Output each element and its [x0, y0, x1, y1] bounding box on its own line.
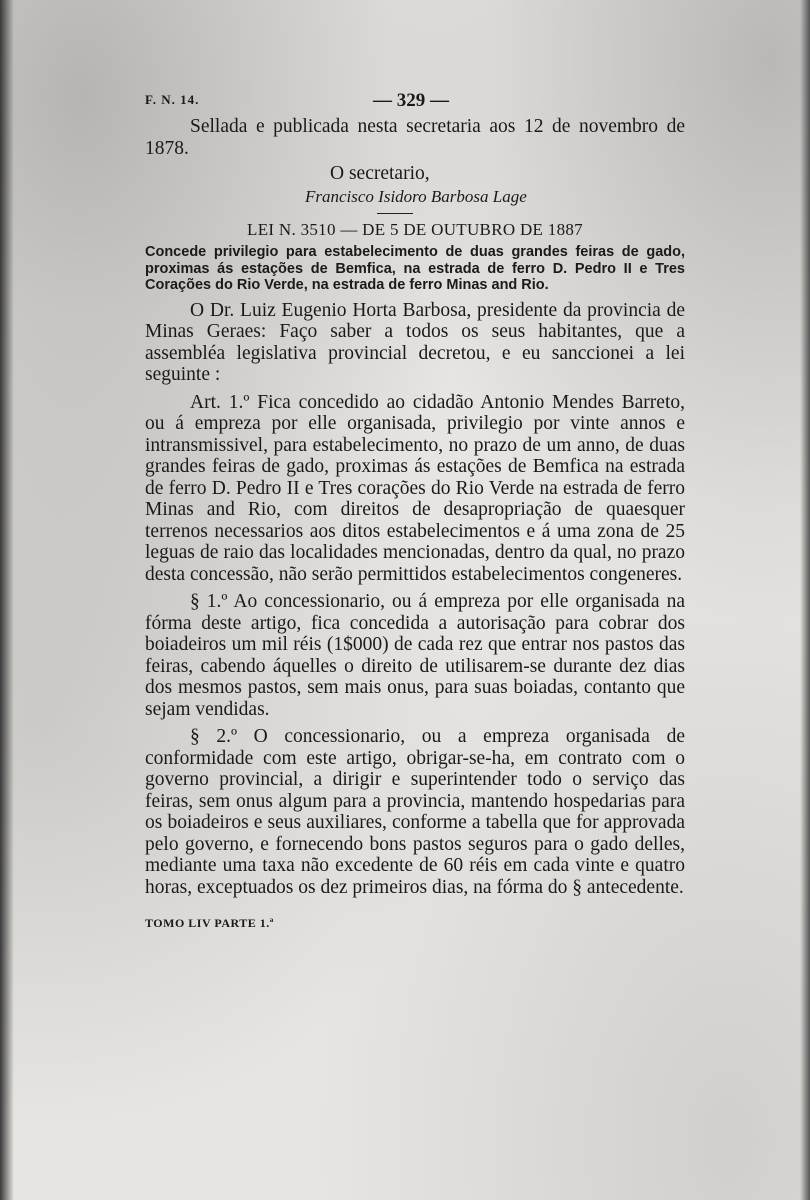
law-summary: Concede privilegio para estabelecimento de duas grandes feiras de gado, proximas ás estações de Bemfica, na estrada de ferro D. Pedro II e Tres Corações do Rio Verde, na estrada de ferro Minas and Rio.: [145, 244, 685, 293]
paragraph-1: § 1.º Ao concessionario, ou á empreza por elle organisada na fórma deste artigo, fica concedida a autorisação para cobrar dos boiadeiros um mil réis (1$000) de cada rez que entrar nos pastos das feiras, cabendo áquelles o direito de utilisarem-se durante dez dias dos mesmos pastos, sem mais onus, para suas boiadas, contanto que sejam vendidas.: [145, 591, 685, 720]
law-preamble: O Dr. Luiz Eugenio Horta Barbosa, presidente da provincia de Minas Geraes: Faço saber a todos os seus habitantes, que a assembléa legislativa provincial decretou, e eu sanccionei a lei seguinte :: [145, 299, 685, 385]
article-1: Art. 1.º Fica concedido ao cidadão Antonio Mendes Barreto, ou á empreza por elle organisada, privilegio por vinte annos e intransmissivel, para estabelecimento, no prazo de um anno, de duas grandes feiras de gado, proximas ás estações de Bemfica na estrada de ferro D. Pedro II e Tres corações do Rio Verde na estrada de ferro Minas and Rio, com direitos de desapropriação de quaesquer terrenos necessarios aos ditos estabelecimentos e á uma zona de 25 leguas de raio das localidades mencionadas, dentro da qual, no prazo desta concessão, não serão permittidos estabelecimentos congeneres.: [145, 391, 685, 585]
secretary-name: Francisco Isidoro Barbosa Lage: [305, 187, 527, 206]
volume-footer: TOMO LIV PARTE 1.ª: [145, 916, 274, 930]
scan-shadow-right: [800, 0, 810, 1200]
law-title: LEI N. 3510 — DE 5 DE OUTUBRO DE 1887: [247, 220, 583, 239]
scan-shadow-left: [0, 0, 14, 1200]
page-number: — 329 —: [373, 90, 449, 111]
page-header: [145, 90, 685, 116]
divider: [377, 213, 413, 214]
paragraph-2: § 2.º O concessionario, ou a empreza organisada de conformidade com este artigo, obrigar-se-ha, em contrato com o governo provincial, a dirigir e superintender todo o serviço das feiras, sem onus algum para a provincia, mantendo hospedarias para os boiadeiros e seus auxiliares, conforme a tabella que for approvada pelo governo, e fornecendo bons pastos seguros para o gado delles, mediante uma taxa não excedente de 60 réis em cada vinte e quatro horas, exceptuados os dez primeiros dias, na fórma do § antecedente.: [145, 726, 685, 898]
signature-mark: F. N. 14.: [145, 92, 200, 107]
closing-text: Sellada e publicada nesta secretaria aos 12 de novembro de 1878.: [145, 116, 685, 159]
page-content: [145, 90, 685, 931]
secretary-title: O secretario,: [330, 163, 430, 184]
